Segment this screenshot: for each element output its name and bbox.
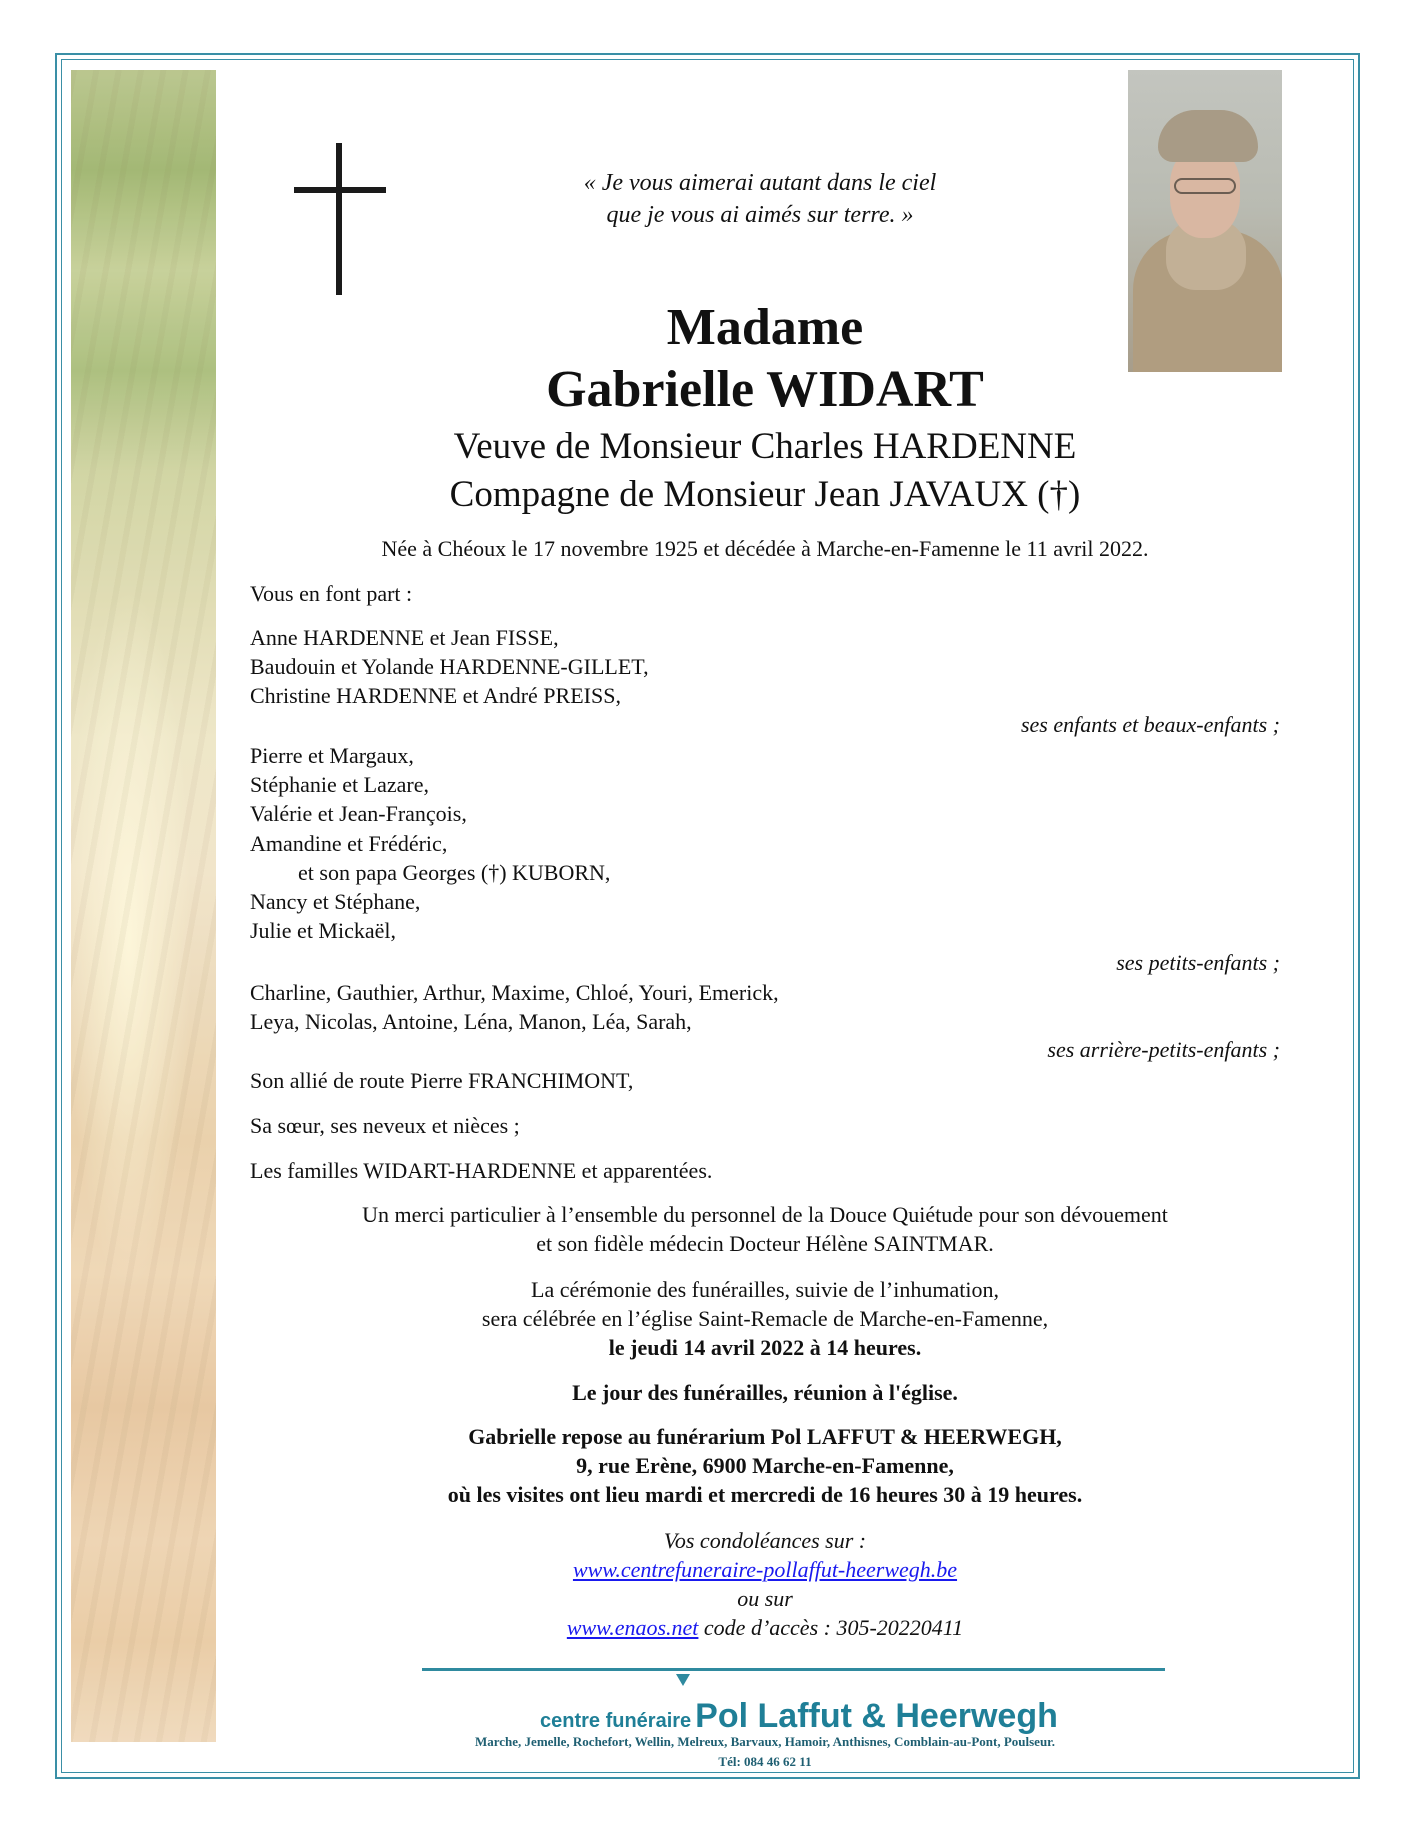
great-grandchildren-1: Charline, Gauthier, Arthur, Maxime, Chloé, Youri, Emerick, (250, 980, 779, 1005)
meeting: Le jour des funérailles, réunion à l'église. (572, 1380, 958, 1405)
grandchildren-label: ses petits-enfants ; (1116, 950, 1280, 975)
logo-phone: Tél: 084 46 62 11 (718, 1754, 812, 1769)
ceremony-date: le jeudi 14 avril 2022 à 14 heures. (608, 1335, 922, 1360)
children-label: ses enfants et beaux-enfants ; (1020, 712, 1280, 737)
intro: Vous en font part : (250, 581, 413, 606)
child-1: Anne HARDENNE et Jean FISSE, (250, 625, 559, 650)
birth-death: Née à Chéoux le 17 novembre 1925 et décédée à Marche-en-Famenne le 11 avril 2022. (381, 536, 1149, 561)
great-grandchildren-label: ses arrière-petits-enfants ; (1047, 1037, 1280, 1062)
thanks-2: et son fidèle médecin Docteur Hélène SAINTMAR. (536, 1231, 994, 1256)
logo-divider (422, 1668, 1165, 1671)
logo-triangle-icon (676, 1674, 690, 1686)
access-code: code d’accès : 305-20220411 (698, 1615, 964, 1640)
rest-2: 9, rue Erène, 6900 Marche-en-Famenne, (576, 1453, 954, 1478)
sister: Sa sœur, ses neveux et nièces ; (250, 1113, 520, 1138)
rest-3: où les visites ont lieu mardi et mercredi de 16 heures 30 à 19 heures. (447, 1482, 1083, 1507)
condolences-link-1[interactable]: www.centrefuneraire-pollaffut-heerwegh.be (572, 1557, 958, 1582)
logo-locations: Marche, Jemelle, Rochefort, Wellin, Melreux, Barvaux, Hamoir, Anthisnes, Comblain-au-Pont, Poulseur. (474, 1734, 1056, 1749)
deceased-name: Gabrielle WIDART (546, 361, 984, 418)
child-2: Baudouin et Yolande HARDENNE-GILLET, (250, 654, 649, 679)
grandchild-2: Stéphanie et Lazare, (250, 772, 429, 797)
logo-big: Pol Laffut & Heerwegh (695, 1697, 1058, 1735)
families: Les familles WIDART-HARDENNE et apparentées. (250, 1158, 713, 1183)
ally: Son allié de route Pierre FRANCHIMONT, (250, 1068, 634, 1093)
condolences-link-1-row (245, 1557, 1285, 1583)
forest-path-image (71, 70, 216, 1742)
grandchild-1: Pierre et Margaux, (250, 743, 414, 768)
logo-small: centre funéraire (540, 1710, 692, 1732)
grandchild-4: Amandine et Frédéric, (250, 831, 448, 856)
grandchild-7: Julie et Mickaël, (250, 918, 397, 943)
ceremony-2: sera célébrée en l’église Saint-Remacle de Marche-en-Famenne, (481, 1306, 1049, 1331)
condolences-label: Vos condoléances sur : (663, 1528, 867, 1553)
quote-line-1: « Je vous aimerai autant dans le ciel (583, 170, 937, 196)
grandchild-6: Nancy et Stéphane, (250, 889, 421, 914)
rest-1: Gabrielle repose au funérarium Pol LAFFUT & HEERWEGH, (468, 1424, 1062, 1449)
grandchild-3: Valérie et Jean-François, (250, 801, 467, 826)
grandchild-5: et son papa Georges (†) KUBORN, (298, 860, 611, 885)
great-grandchildren-2: Leya, Nicolas, Antoine, Léna, Manon, Léa, Sarah, (250, 1009, 692, 1034)
ou-sur: ou sur (737, 1586, 793, 1611)
title: Madame (666, 299, 864, 356)
relation-1: Veuve de Monsieur Charles HARDENNE (453, 426, 1077, 467)
quote-line-2: que je vous ai aimés sur terre. » (606, 202, 914, 228)
ceremony-1: La cérémonie des funérailles, suivie de l’inhumation, (531, 1277, 999, 1302)
relation-2: Compagne de Monsieur Jean JAVAUX (†) (449, 474, 1081, 515)
thanks-1: Un merci particulier à l’ensemble du personnel de la Douce Quiétude pour son dévouement (362, 1202, 1168, 1227)
logo-text (540, 1697, 1416, 1736)
condolences-link-2-row (245, 1615, 1285, 1641)
condolences-link-2[interactable]: www.enaos.net (566, 1615, 699, 1640)
child-3: Christine HARDENNE et André PREISS, (250, 683, 621, 708)
